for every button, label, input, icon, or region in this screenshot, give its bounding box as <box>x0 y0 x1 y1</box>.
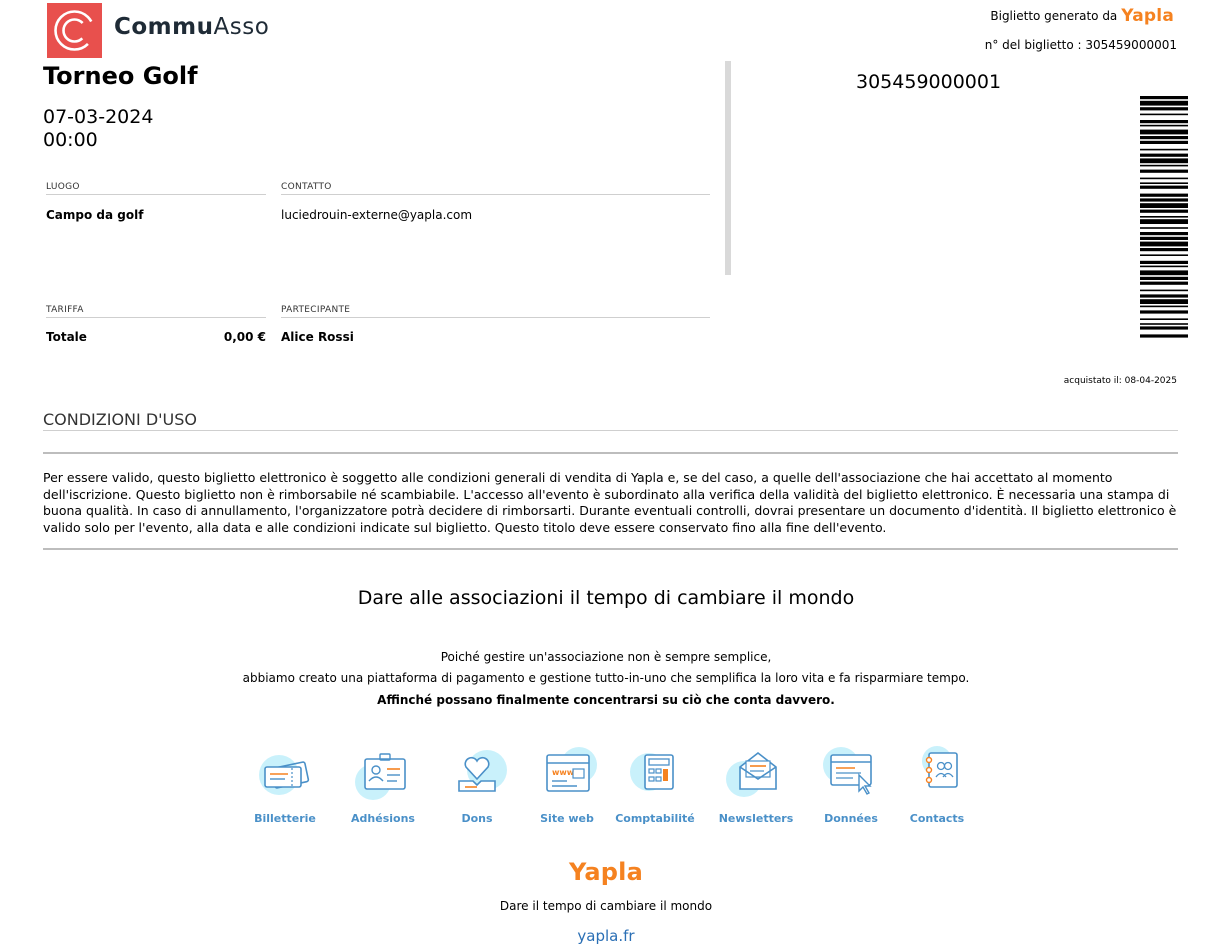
envelope-icon <box>726 745 786 801</box>
barcode-icon <box>1140 96 1188 338</box>
address-book-icon <box>907 745 967 801</box>
feature-label: Dons <box>461 812 493 825</box>
divider <box>43 548 1178 550</box>
purchase-date: acquistato il: 08-04-2025 <box>1063 376 1177 386</box>
feature-newsletters <box>711 745 801 825</box>
event-time: 00:00 <box>43 129 98 151</box>
conditions-title: CONDIZIONI D'USO <box>43 410 197 429</box>
commuasso-logo-mark <box>47 3 102 58</box>
donation-heart-icon <box>447 745 507 801</box>
feature-label: Comptabilité <box>615 812 695 825</box>
svg-text:www: www <box>552 768 575 777</box>
contact-label: CONTATTO <box>281 182 710 195</box>
barcode-number: 305459000001 <box>856 71 1002 93</box>
promo-slogan: Dare alle associazioni il tempo di cambiare il mondo <box>357 587 855 609</box>
feature-comptabilite <box>610 745 700 825</box>
event-title: Torneo Golf <box>43 62 198 90</box>
feature-label: Site web <box>540 812 594 825</box>
website-icon <box>537 745 597 801</box>
feature-label: Billetterie <box>254 812 316 825</box>
divider <box>43 452 1178 454</box>
participant-label: PARTECIPANTE <box>281 305 710 318</box>
generated-by-label: Biglietto generato da <box>990 9 1118 23</box>
feature-label: Données <box>824 812 878 825</box>
yapla-logo: Yapla <box>1121 6 1174 26</box>
contact-email: luciedrouin-externe@yapla.com <box>281 208 473 222</box>
promo-line-2: abbiamo creato una piattaforma di pagamento e gestione tutto-in-uno che semplifica la loro vita e fa risparmiare tempo. <box>242 671 970 685</box>
data-screen-icon <box>821 745 881 801</box>
vertical-divider <box>725 61 731 275</box>
location-value: Campo da golf <box>46 208 144 222</box>
feature-adhesions <box>338 745 428 825</box>
conditions-text: Per essere valido, questo biglietto elettronico è soggetto alle condizioni generali di vendita di Yapla e, se del caso, a quelle dell'associazione che hai accettato al momento dell'iscrizione. Questo biglietto non è rimborsabile né scambiabile. L'accesso all'evento è subordinato alla verifica della validità del biglietto elettronico. È necessaria una stampa di buona qualità. In caso di annullamento, l'organizzatore potrà decidere di rimborsarti. Durante eventuali controlli, dovrai presentare un documento d'identità. Il biglietto elettronico è valido solo per l'evento, alla data e alle condizioni indicate sul biglietto. Questo titolo deve essere conservato fino alla fine dell'evento. <box>43 470 1177 535</box>
ticket-number-line: n° del biglietto : 305459000001 <box>984 38 1177 52</box>
promo-line-3: Affinché possano finalmente concentrarsi su ciò che conta davvero. <box>377 693 835 707</box>
event-datetime <box>43 106 153 152</box>
feature-donnees <box>806 745 896 825</box>
generated-by <box>990 6 1174 26</box>
participant-name: Alice Rossi <box>281 330 354 344</box>
rate-amount: 0,00 € <box>223 330 266 344</box>
feature-site-web <box>522 745 612 825</box>
feature-label: Adhésions <box>351 812 415 825</box>
calculator-icon <box>625 745 685 801</box>
rate-label: TARIFFA <box>46 305 266 318</box>
footer-slogan: Dare il tempo di cambiare il mondo <box>499 899 713 913</box>
membership-card-icon <box>353 745 413 801</box>
rate-name: Totale <box>46 330 87 344</box>
feature-label: Newsletters <box>718 812 794 825</box>
feature-contacts <box>892 745 982 825</box>
commuasso-logo-text: CommuAsso <box>114 14 270 40</box>
feature-label: Contacts <box>909 812 965 825</box>
location-label: LUOGO <box>46 182 266 195</box>
yapla-footer-logo: Yapla <box>569 858 643 886</box>
yapla-link[interactable]: yapla.fr <box>577 927 635 945</box>
ticket-icon <box>255 745 315 801</box>
divider <box>43 430 1178 431</box>
event-date: 07-03-2024 <box>43 106 154 128</box>
promo-line-1: Poiché gestire un'associazione non è sempre semplice, <box>440 650 772 664</box>
feature-dons <box>432 745 522 825</box>
feature-billetterie <box>240 745 330 825</box>
